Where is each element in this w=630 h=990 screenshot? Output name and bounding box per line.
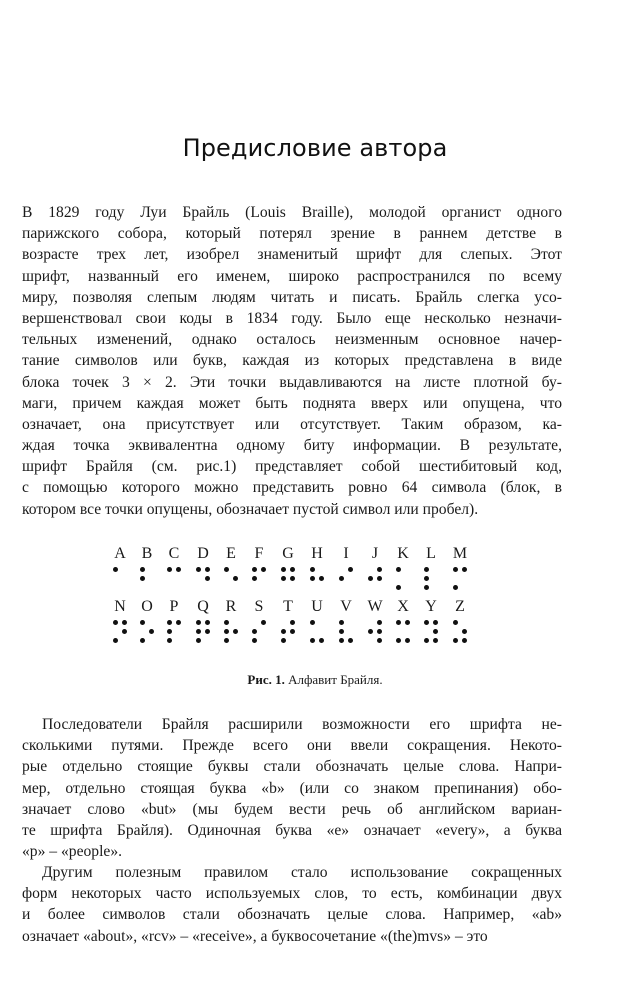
braille-dot-6 [319, 638, 324, 643]
paragraph-intro [22, 202, 562, 520]
text-line: Другим полезным правилом стало использование сокращенных [42, 864, 562, 881]
braille-dot-1 [140, 567, 145, 572]
braille-dot-3 [113, 638, 118, 643]
text-line: блока точек 3 × 2. Эти точки выдавливаются на листе плотной бу- [22, 373, 562, 391]
braille-dot-5 [149, 629, 154, 634]
chapter-title: Предисловие автора [182, 134, 448, 162]
braille-dot-5 [377, 576, 382, 581]
braille-dot-4 [261, 620, 266, 625]
braille-cell-y [424, 620, 440, 646]
braille-letter-o: O [141, 598, 153, 615]
braille-dot-3 [339, 638, 344, 643]
braille-letter-g: G [282, 545, 294, 562]
braille-cell-b [140, 567, 156, 593]
braille-dot-2 [281, 576, 286, 581]
figure-caption-text: Алфавит Брайля. [288, 672, 383, 687]
braille-letter-b: B [141, 545, 153, 562]
text-line: маги, причем каждая может быть поднята вверх или опущена, что [22, 394, 562, 412]
braille-dot-3 [140, 638, 145, 643]
text-line: сколькими путями. Прежде всего они ввели сокращения. Некото- [22, 737, 562, 755]
braille-dot-1 [396, 567, 401, 572]
text-line: котором все точки опущены, обозначает пустой символ или пробел). [22, 500, 479, 518]
braille-dot-1 [310, 620, 315, 625]
braille-cell-o [140, 620, 156, 646]
text-line: мер, отдельно стоящая буква «b» (или со знаком препинания) обо- [22, 779, 562, 797]
braille-dot-2 [224, 629, 229, 634]
braille-cell-n [113, 620, 129, 646]
figure-caption [0, 672, 630, 688]
braille-letter-m: M [452, 545, 468, 562]
braille-letter-q: Q [197, 598, 209, 615]
braille-dot-1 [252, 567, 257, 572]
braille-dot-1 [196, 567, 201, 572]
braille-dot-3 [224, 638, 229, 643]
braille-dot-2 [167, 629, 172, 634]
braille-cell-f [252, 567, 268, 593]
braille-dot-5 [233, 576, 238, 581]
braille-dot-2 [310, 576, 315, 581]
braille-cell-e [224, 567, 240, 593]
braille-letter-s: S [254, 598, 264, 615]
text-line: вершенствовал свои коды в 1834 году. Было еще несколько незначи- [22, 309, 562, 327]
braille-cell-i [339, 567, 355, 593]
braille-dot-1 [113, 567, 118, 572]
text-line: миру, позволяя слепым людям читать и писать. Брайль слегка усо- [22, 288, 562, 306]
braille-dot-1 [424, 620, 429, 625]
text-line: с помощью которого можно представить ровно 64 символа (блок, в [22, 479, 562, 497]
braille-letter-d: D [197, 545, 209, 562]
braille-letter-e: E [226, 545, 236, 562]
braille-dot-3 [196, 638, 201, 643]
braille-dot-1 [167, 567, 172, 572]
braille-dot-1 [310, 567, 315, 572]
braille-letter-c: C [168, 545, 180, 562]
braille-dot-1 [196, 620, 201, 625]
braille-letter-h: H [311, 545, 323, 562]
braille-dot-4 [176, 620, 181, 625]
braille-dot-5 [462, 629, 467, 634]
braille-letter-p: P [169, 598, 179, 615]
braille-dot-2 [140, 576, 145, 581]
braille-dot-5 [290, 576, 295, 581]
braille-letter-w: W [367, 598, 383, 615]
text-line: В 1829 году Луи Брайль (Louis Braille), молодой органист одного [22, 204, 562, 221]
braille-dot-1 [453, 567, 458, 572]
braille-cell-v [339, 620, 355, 646]
text-line: шрифт Брайля (см. рис.1) представляет собой шестибитовый код, [22, 458, 562, 476]
braille-dot-2 [196, 629, 201, 634]
braille-dot-4 [405, 620, 410, 625]
text-line: шрифт, названный его именем, широко распространился по всему [22, 267, 562, 285]
braille-cells [0, 567, 630, 597]
braille-cell-h [310, 567, 326, 593]
braille-dot-5 [205, 576, 210, 581]
braille-dot-1 [396, 620, 401, 625]
text-line: рые отдельно стоящие буквы стали обозначать целые слова. Напри- [22, 758, 562, 776]
text-line: тание символов или букв, каждая из которых представлена в виде [22, 352, 562, 370]
braille-dot-1 [224, 567, 229, 572]
braille-cell-k [396, 567, 412, 593]
braille-dot-3 [167, 638, 172, 643]
braille-dot-4 [433, 620, 438, 625]
braille-cell-l [424, 567, 440, 593]
braille-dot-3 [453, 585, 458, 590]
braille-letter-k: K [397, 545, 409, 562]
text-line: значает слово «but» (мы будем вести речь об английском вариан- [22, 800, 562, 818]
braille-dot-6 [405, 638, 410, 643]
braille-letter-t: T [283, 598, 293, 615]
text-line: и более символов стали обозначать целые слова. Например, «ab» [22, 906, 562, 924]
braille-letter-v: V [340, 598, 352, 615]
braille-cell-j [368, 567, 384, 593]
braille-letters [0, 545, 630, 563]
braille-cell-m [453, 567, 469, 593]
text-line: Последователи Брайля расширили возможности его шрифта не- [42, 716, 562, 733]
braille-dot-3 [453, 638, 458, 643]
braille-dot-4 [377, 567, 382, 572]
braille-dot-5 [433, 629, 438, 634]
braille-cell-p [167, 620, 183, 646]
braille-cells [0, 620, 630, 650]
text-line: те шрифта Брайля). Одиночная буква «е» означает «every», а буква [22, 821, 562, 839]
braille-dot-3 [310, 638, 315, 643]
braille-letter-x: X [397, 598, 409, 615]
braille-letter-y: Y [425, 598, 437, 615]
text-line: тельных изменений, однако осталось неизменным основное начер- [22, 331, 562, 349]
braille-cell-s [252, 620, 268, 646]
braille-dot-4 [205, 620, 210, 625]
braille-dot-1 [424, 567, 429, 572]
braille-dot-5 [377, 629, 382, 634]
braille-cell-d [196, 567, 212, 593]
braille-letter-f: F [254, 545, 264, 562]
braille-dot-1 [281, 567, 286, 572]
text-line: возрасте трех лет, изобрел знаменитый шрифт для слепых. Этот [22, 246, 562, 264]
braille-dot-6 [433, 638, 438, 643]
braille-letter-u: U [311, 598, 323, 615]
braille-cell-c [167, 567, 183, 593]
braille-letter-i: I [343, 545, 349, 562]
braille-dot-1 [113, 620, 118, 625]
braille-dot-5 [319, 576, 324, 581]
braille-letter-z: Z [455, 598, 465, 615]
braille-dot-1 [167, 620, 172, 625]
braille-dot-2 [252, 576, 257, 581]
paragraph-abbreviations [22, 714, 562, 862]
text-line: парижского собора, который потерял зрение в раннем детстве в [22, 225, 562, 243]
braille-dot-5 [233, 629, 238, 634]
braille-cell-a [113, 567, 129, 593]
braille-dot-5 [122, 629, 127, 634]
braille-dot-1 [224, 620, 229, 625]
braille-dot-4 [348, 567, 353, 572]
text-line: «p» – «people». [22, 843, 123, 861]
braille-letter-j: J [371, 545, 379, 562]
braille-dot-5 [290, 629, 295, 634]
braille-cell-z [453, 620, 469, 646]
braille-dot-4 [261, 567, 266, 572]
braille-letter-l: L [426, 545, 436, 562]
braille-dot-2 [368, 629, 373, 634]
braille-dot-2 [339, 576, 344, 581]
braille-dot-2 [424, 576, 429, 581]
braille-dot-4 [290, 620, 295, 625]
braille-dot-4 [377, 620, 382, 625]
braille-dot-6 [348, 638, 353, 643]
braille-dot-3 [396, 585, 401, 590]
text-line: форм некоторых часто используемых слов, то есть, комбинации двух [22, 885, 562, 903]
braille-cell-q [196, 620, 212, 646]
text-line: означает, она присутствует или отсутствует. Таким образом, ка- [22, 415, 562, 433]
braille-letters [0, 598, 630, 616]
braille-dot-6 [462, 638, 467, 643]
braille-dot-3 [252, 638, 257, 643]
braille-dot-2 [252, 629, 257, 634]
braille-dot-3 [424, 638, 429, 643]
braille-dot-3 [281, 638, 286, 643]
braille-letter-a: A [114, 545, 126, 562]
braille-dot-4 [462, 567, 467, 572]
braille-dot-2 [281, 629, 286, 634]
braille-cell-x [396, 620, 412, 646]
text-line: означает «about», «rcv» – «receive», а буквосочетание «(the)mvs» – это [22, 927, 488, 945]
braille-dot-2 [368, 576, 373, 581]
braille-dot-2 [339, 629, 344, 634]
braille-cell-w [368, 620, 384, 646]
braille-dot-4 [176, 567, 181, 572]
braille-cell-t [281, 620, 297, 646]
braille-dot-1 [339, 620, 344, 625]
braille-dot-3 [424, 585, 429, 590]
figure-caption-label: Рис. 1. [247, 672, 285, 687]
braille-dot-4 [122, 620, 127, 625]
braille-cell-u [310, 620, 326, 646]
paragraph-contractions [22, 862, 562, 947]
braille-dot-4 [290, 567, 295, 572]
text-line: ждая точка эквивалентна одному биту информации. В результате, [22, 437, 562, 455]
braille-letter-n: N [114, 598, 126, 615]
braille-dot-6 [377, 638, 382, 643]
braille-dot-1 [140, 620, 145, 625]
braille-cell-g [281, 567, 297, 593]
braille-dot-1 [453, 620, 458, 625]
braille-letter-r: R [225, 598, 237, 615]
braille-dot-3 [396, 638, 401, 643]
braille-dot-5 [205, 629, 210, 634]
braille-cell-r [224, 620, 240, 646]
braille-dot-4 [205, 567, 210, 572]
